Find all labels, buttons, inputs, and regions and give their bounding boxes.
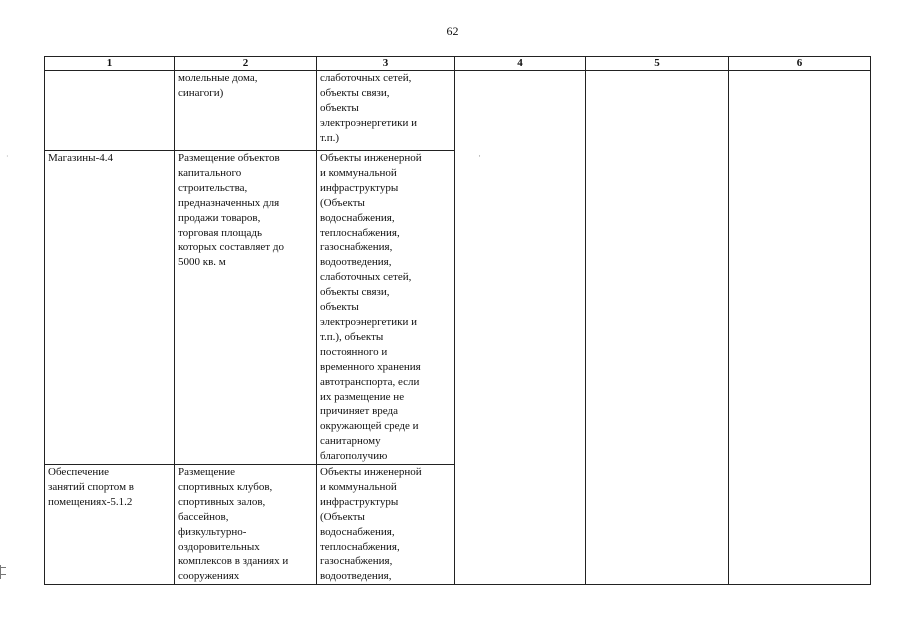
- column-header-4: 4: [455, 57, 586, 71]
- cell-description: Размещение спортивных клубов, спортивных залов, бассейнов, физкультурно- оздоровительных комплексов в зданиях и сооружениях: [175, 465, 317, 585]
- cell-auxiliary-uses: Объекты инженерной и коммунальной инфраструктуры (Объекты водоснабжения, теплоснабжения, газоснабжения, водоотведения,: [317, 465, 455, 585]
- table-row: [45, 71, 871, 151]
- column-header-3: 3: [317, 57, 455, 71]
- cell-column-6: [729, 71, 871, 585]
- document-table: [44, 56, 871, 585]
- cell-column-4: [455, 71, 586, 585]
- column-header-1: 1: [45, 57, 175, 71]
- column-header-5: 5: [586, 57, 729, 71]
- column-header-2: 2: [175, 57, 317, 71]
- scan-speck: ·: [478, 151, 481, 161]
- cell-land-use-type: Магазины-4.4: [45, 151, 175, 465]
- cell-description: Размещение объектов капитального строительства, предназначенных для продажи товаров, торговая площадь которых составляет до 5000 кв. м: [175, 151, 317, 465]
- cell-land-use-type: Обеспечение занятий спортом в помещениях-5.1.2: [45, 465, 175, 585]
- table-header-row: [45, 57, 871, 71]
- cell-land-use-type: [45, 71, 175, 151]
- cell-auxiliary-uses: Объекты инженерной и коммунальной инфраструктуры (Объекты водоснабжения, теплоснабжения, газоснабжения, водоотведения, слаботочных сетей, объекты связи, объекты электроэнергетики и т.п.), объекты постоянного и временного хранения автотранспорта, если их размещение не причиняет вреда окружающей среде и санитарному благополучию: [317, 151, 455, 465]
- cell-column-5: [586, 71, 729, 585]
- page-number: 62: [446, 24, 459, 38]
- margin-mark: [0, 565, 6, 579]
- cell-auxiliary-uses: слаботочных сетей, объекты связи, объекты электроэнергетики и т.п.): [317, 71, 455, 151]
- cell-description: молельные дома, синагоги): [175, 71, 317, 151]
- scan-speck: ·: [6, 152, 9, 161]
- column-header-6: 6: [729, 57, 871, 71]
